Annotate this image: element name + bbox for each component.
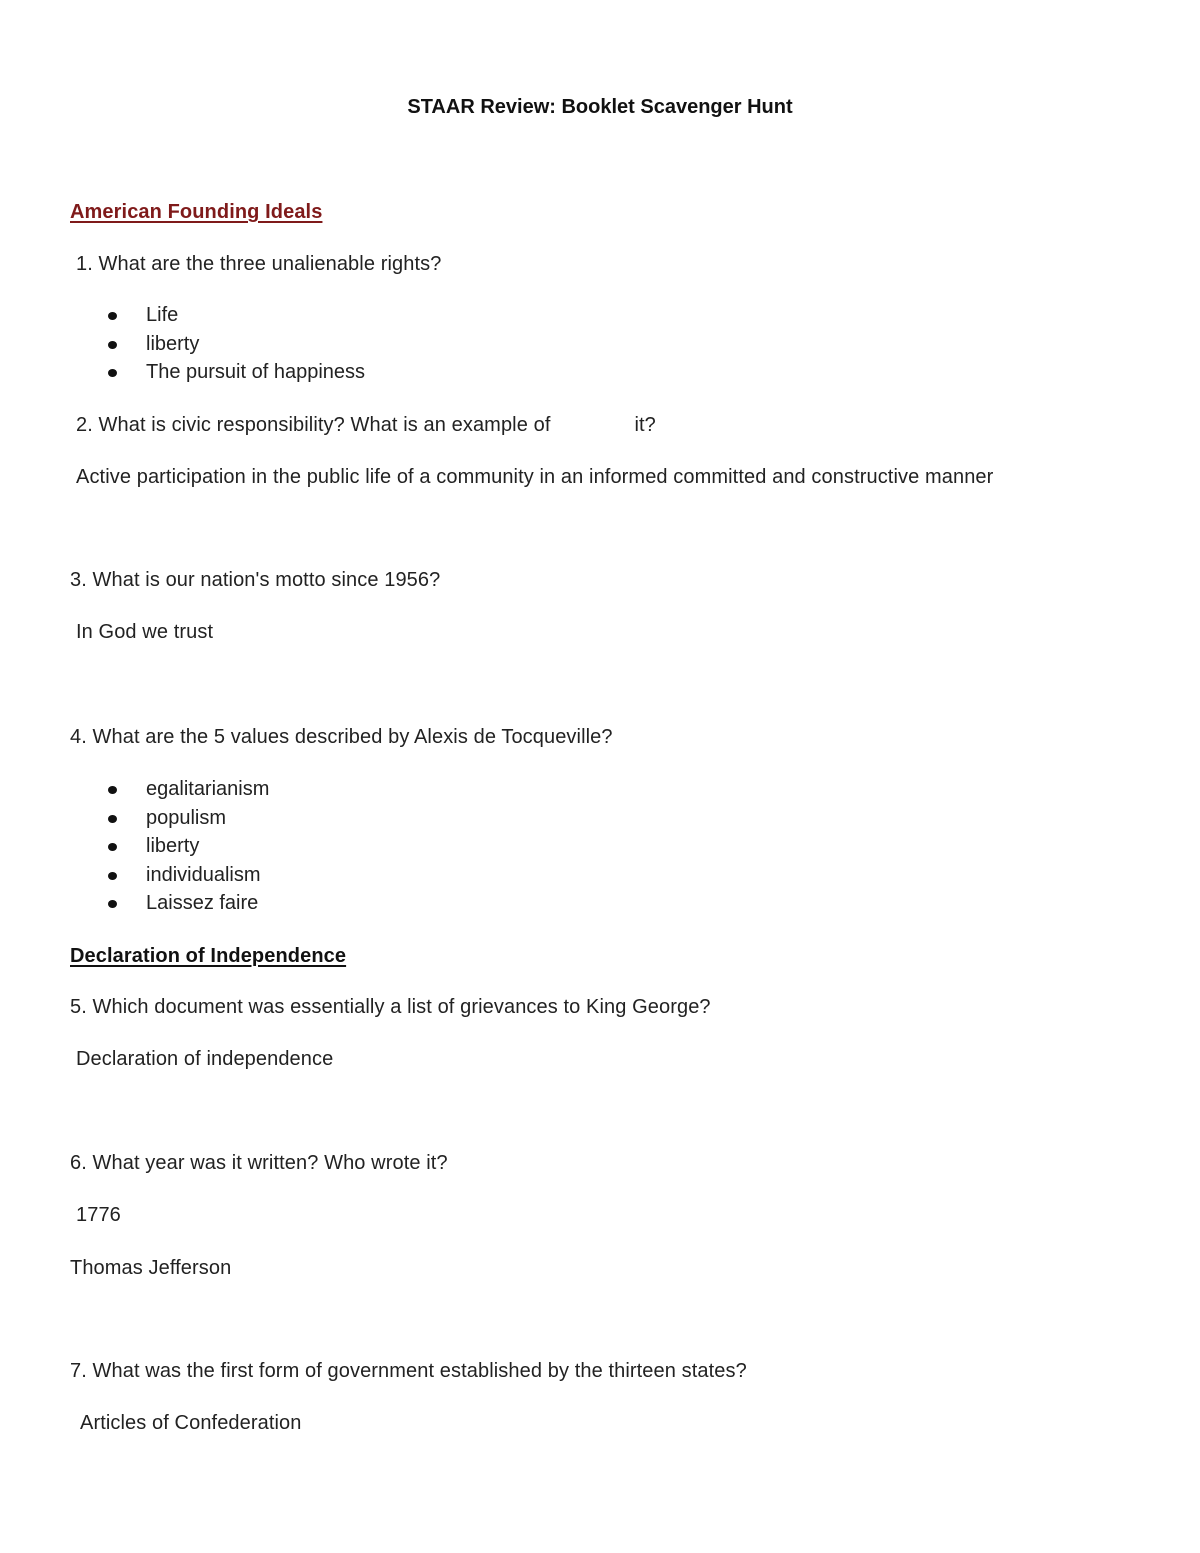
question-2-part-2: it? bbox=[634, 414, 656, 436]
list-item-text: liberty bbox=[146, 332, 200, 355]
bullet-dot-icon bbox=[108, 843, 117, 851]
question-5: 5. Which document was essentially a list of grievances to King George? bbox=[70, 996, 711, 1018]
list-item bbox=[108, 834, 269, 863]
section-heading-american-founding-ideals: American Founding Ideals bbox=[70, 201, 323, 223]
answer-6-year: 1776 bbox=[76, 1204, 121, 1226]
question-3: 3. What is our nation's motto since 1956? bbox=[70, 569, 441, 591]
list-item-text: Laissez faire bbox=[146, 892, 259, 914]
list-item bbox=[108, 360, 365, 389]
bullet-dot-icon bbox=[108, 872, 117, 880]
bullet-dot-icon bbox=[108, 815, 117, 823]
list-item bbox=[108, 863, 269, 892]
question-2-part-1: 2. What is civic responsibility? What is an example of bbox=[76, 414, 551, 436]
list-item bbox=[108, 891, 269, 920]
answer-3: In God we trust bbox=[76, 621, 214, 643]
page-title: STAAR Review: Booklet Scavenger Hunt bbox=[407, 96, 793, 118]
question-2 bbox=[76, 413, 656, 437]
list-item-text: populism bbox=[146, 806, 227, 829]
bullet-dot-icon bbox=[108, 786, 117, 794]
bullet-dot-icon bbox=[108, 341, 117, 349]
list-item bbox=[108, 777, 269, 806]
answer-list-q4 bbox=[108, 777, 269, 920]
list-item-text: individualism bbox=[146, 863, 261, 886]
answer-2: Active participation in the public life of a community in an informed committed and constructive manner bbox=[76, 466, 994, 488]
answer-list-q1 bbox=[108, 303, 365, 389]
list-item-text: The pursuit of happiness bbox=[146, 361, 366, 383]
answer-6-author: Thomas Jefferson bbox=[70, 1257, 232, 1279]
list-item-text: egalitarianism bbox=[146, 778, 270, 800]
section-heading-declaration-of-independence: Declaration of Independence bbox=[70, 945, 347, 967]
bullet-dot-icon bbox=[108, 900, 117, 908]
answer-7: Articles of Confederation bbox=[80, 1412, 302, 1434]
question-6: 6. What year was it written? Who wrote it? bbox=[70, 1152, 448, 1174]
list-item-text: liberty bbox=[146, 835, 200, 857]
answer-5: Declaration of independence bbox=[76, 1048, 334, 1070]
question-4: 4. What are the 5 values described by Alexis de Tocqueville? bbox=[70, 726, 613, 748]
bullet-dot-icon bbox=[108, 369, 117, 377]
list-item-text: Life bbox=[146, 304, 179, 326]
question-1: 1. What are the three unalienable rights? bbox=[76, 253, 442, 275]
list-item bbox=[108, 303, 365, 332]
list-item bbox=[108, 806, 269, 835]
bullet-dot-icon bbox=[108, 312, 117, 320]
question-7: 7. What was the first form of government established by the thirteen states? bbox=[70, 1360, 747, 1382]
list-item bbox=[108, 332, 365, 361]
